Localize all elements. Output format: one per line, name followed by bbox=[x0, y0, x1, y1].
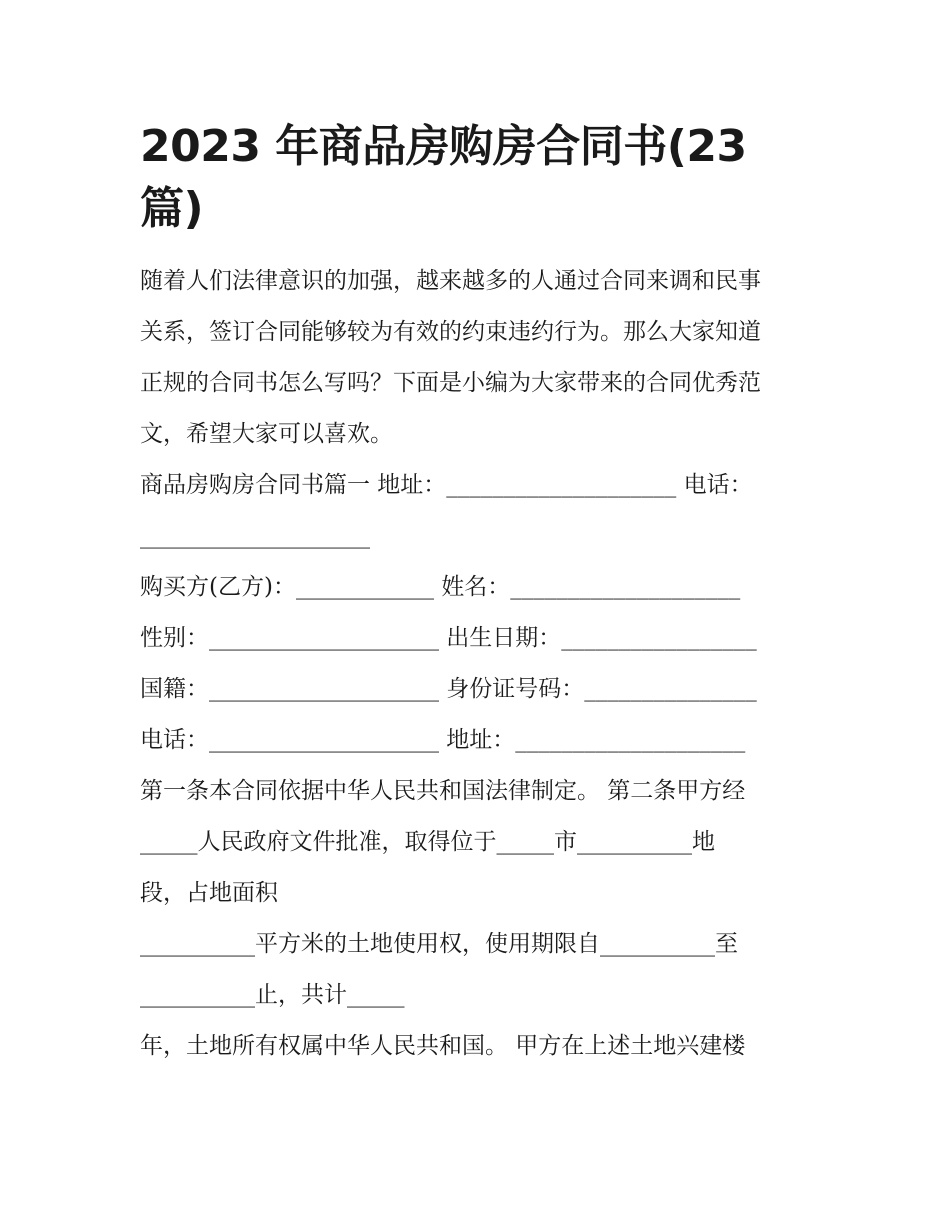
intro-line: 关系，签订合同能够较为有效的约束违约行为。那么大家知道 bbox=[140, 319, 761, 345]
article-one-line: 第一条本合同依据中华人民共和国法律制定。 第二条甲方经 bbox=[140, 778, 746, 804]
article-two-line-5: 年，土地所有权属中华人民共和国。 甲方在上述土地兴建楼 bbox=[140, 1033, 746, 1059]
buyer-gender-birth-line: 性别：____________________ 出生日期：_________________ bbox=[140, 625, 757, 651]
document-title bbox=[140, 116, 812, 240]
buyer-name-line: 购买方(乙方)：____________ 姓名：____________________ bbox=[140, 574, 741, 600]
buyer-nationality-id-line: 国籍：____________________ 身份证号码：_______________ bbox=[140, 676, 757, 702]
article-two-line-3: __________平方米的土地使用权，使用期限自__________至 bbox=[140, 931, 738, 957]
article-two-line-1: _____人民政府文件批准，取得位于_____市__________地 bbox=[140, 829, 715, 855]
title-line-1: 2023 年商品房购房合同书(23 bbox=[140, 121, 747, 172]
intro-line: 正规的合同书怎么写吗？下面是小编为大家带来的合同优秀范 bbox=[140, 370, 761, 396]
title-line-2: 篇) bbox=[140, 183, 204, 234]
buyer-phone-address-line: 电话：____________________ 地址：____________________ bbox=[140, 727, 746, 753]
article-two-line-2: 段，占地面积 bbox=[140, 880, 278, 906]
intro-line: 随着人们法律意识的加强，越来越多的人通过合同来调和民事 bbox=[140, 268, 761, 294]
document-page bbox=[140, 116, 812, 1072]
intro-paragraph bbox=[140, 256, 812, 460]
intro-line: 文，希望大家可以喜欢。 bbox=[140, 421, 393, 447]
article-two-line-4: __________止，共计_____ bbox=[140, 982, 405, 1008]
seller-phone-blank-line: ____________________ bbox=[140, 523, 370, 549]
seller-address-phone-line: 商品房购房合同书篇一 地址：____________________ 电话： bbox=[140, 472, 753, 498]
